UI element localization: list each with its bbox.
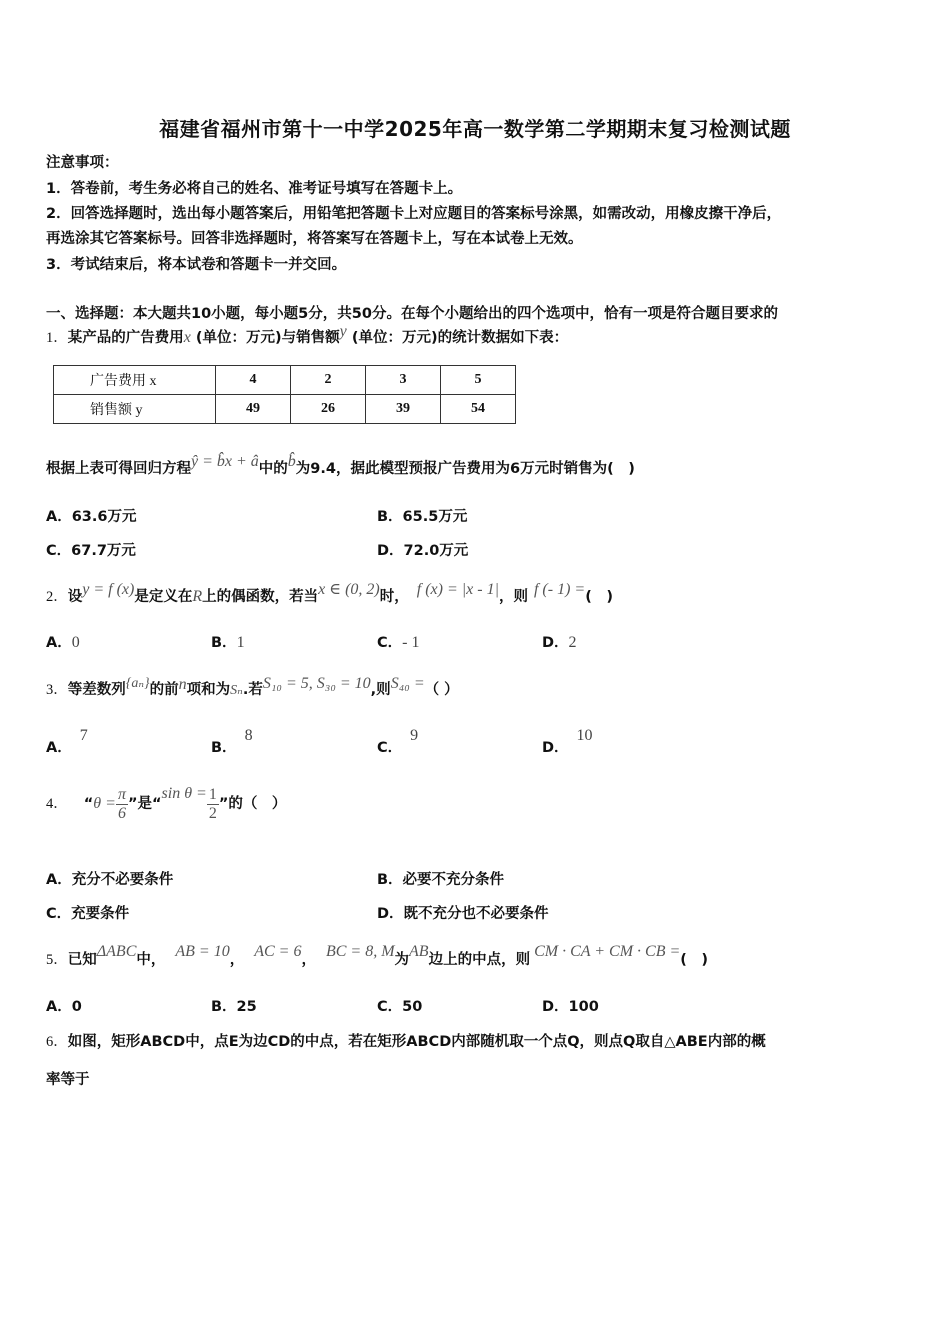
q5-option-d: D．100: [542, 999, 599, 1015]
table-row: [54, 395, 516, 424]
q5-option-a: A．0: [46, 999, 82, 1015]
section-heading: 一、选择题：本大题共10小题，每小题5分，共50分。在每个小题给出的四个选项中，恰有一项是符合题目要求的: [46, 306, 778, 322]
q1-option-c: C．67.7万元: [46, 543, 136, 559]
q3-option-c: C．9: [377, 727, 419, 756]
fraction-pi-over-6: $\frac{\pi}{6}$: [117, 786, 126, 822]
question-number: 1．: [46, 330, 68, 346]
question-6-line-1: 6．如图，矩形ABCD中，点E为边CD的中点，若在矩形ABCD内部随机取一个点Q，则点Q取自△ABE内部的概: [46, 1034, 766, 1050]
question-number: 2．: [46, 589, 68, 605]
data-table: [53, 365, 516, 424]
notes-item-2a: 2．回答选择题时，选出每小题答案后，用铅笔把答题卡上对应题目的答案标号涂黑，如需改动，用橡皮擦干净后，: [46, 206, 782, 222]
q2-option-c: C．- 1: [377, 634, 420, 651]
question-number: 3．: [46, 682, 68, 698]
table-cell: 2: [291, 366, 366, 395]
q4-option-a: A．充分不必要条件: [46, 872, 174, 888]
fraction-one-half: $\frac{1}{2}$: [208, 786, 217, 822]
question-3-stem: 3．等差数列{aₙ}的前n项和为Sₙ.若S₁₀ = 5, S₃₀ = 10,则S₄₀ =（ ）: [46, 675, 459, 698]
table-cell: 26: [291, 395, 366, 424]
table-cell: 54: [441, 395, 516, 424]
question-number: 6．: [46, 1034, 68, 1050]
question-1-stem: 1．某产品的广告费用x (单位：万元)与销售额y (单位：万元)的统计数据如下表：: [46, 323, 569, 346]
question-2-stem: 2．设y = f (x)是定义在R上的偶函数，若当x ∈ (0, 2)时， f (x) = |x - 1|，则 f (- 1) =( ): [46, 581, 613, 605]
q1-option-a: A．63.6万元: [46, 509, 137, 525]
q4-option-c: C．充要条件: [46, 906, 130, 922]
q3-option-b: B．8: [211, 727, 253, 756]
q1-option-d: D．72.0万元: [377, 543, 469, 559]
question-number: 5．: [46, 952, 68, 968]
question-1-regression: 根据上表可得回归方程ŷ = b̂x + â中的b̂为9.4，据此模型预报广告费用为6万元时销售为( ): [46, 453, 635, 477]
table-cell: 3: [366, 366, 441, 395]
table-cell: 49: [216, 395, 291, 424]
q1-option-b: B．65.5万元: [377, 509, 468, 525]
question-5-stem: 5．已知ΔABC中， AB = 10， AC = 6， BC = 8, M为AB边上的中点，则 CM · CA + CM · CB =( ): [46, 943, 709, 968]
q2-option-b: B．1: [211, 634, 245, 651]
table-row-label: 广告费用 x: [54, 366, 216, 395]
q3-option-d: D．10: [542, 727, 593, 756]
q2-option-d: D．2: [542, 634, 577, 651]
q4-option-b: B．必要不充分条件: [377, 872, 505, 888]
question-6-line-2: 率等于: [46, 1072, 90, 1088]
notes-item-3: 3．考试结束后，将本试卷和答题卡一并交回。: [46, 257, 347, 273]
table-row: [54, 366, 516, 395]
question-number: 4．: [46, 796, 68, 813]
table-cell: 4: [216, 366, 291, 395]
table-cell: 39: [366, 395, 441, 424]
notes-heading: 注意事项：: [46, 155, 119, 171]
notes-item-1: 1．答卷前，考生务必将自己的姓名、准考证号填写在答题卡上。: [46, 181, 463, 197]
page-title: 福建省福州市第十一中学2025年高一数学第二学期期末复习检测试题: [159, 117, 791, 141]
q5-option-c: C．50: [377, 999, 423, 1015]
q4-option-d: D．既不充分也不必要条件: [377, 906, 549, 922]
q5-option-b: B．25: [211, 999, 257, 1015]
question-4-stem: 4． “θ = $\frac{\pi}{6}$ ”是“sin θ = $\frac{1}{2}$ ”的（ ）: [46, 785, 287, 822]
table-row-label: 销售额 y: [54, 395, 216, 424]
notes-item-2b: 再选涂其它答案标号。回答非选择题时，将答案写在答题卡上，写在本试卷上无效。: [46, 231, 583, 247]
q3-option-a: A．7: [46, 727, 88, 756]
table-cell: 5: [441, 366, 516, 395]
regression-equation: ŷ = b̂x + â: [191, 453, 259, 470]
q2-option-a: A．0: [46, 634, 80, 651]
